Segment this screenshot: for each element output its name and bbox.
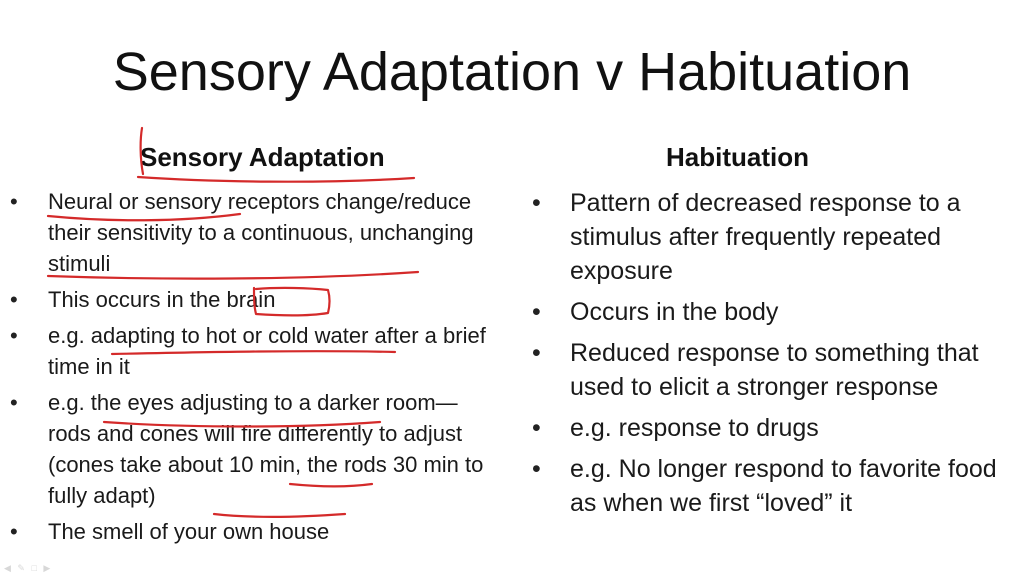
list-item: • This occurs in the brain: [10, 284, 500, 315]
list-item: • Pattern of decreased response to a stimulus after frequently repeated exposure: [532, 186, 1020, 288]
heading-underline-mark: [138, 177, 414, 182]
presenter-toolbar-icons: ◀ ✎ □ ▶: [4, 563, 53, 573]
slide-title: Sensory Adaptation v Habituation: [112, 42, 912, 102]
list-item: • Reduced response to something that used to elicit a stronger response: [532, 336, 1020, 404]
list-item: • e.g. adapting to hot or cold water after a brief time in it: [10, 320, 500, 382]
list-item: • e.g. response to drugs: [532, 411, 1020, 445]
list-item: • e.g. No longer respond to favorite food as when we first “loved” it: [532, 452, 1020, 520]
habituation-heading: Habituation: [666, 142, 809, 172]
list-item: • Occurs in the body: [532, 295, 1020, 329]
sensory-adaptation-list: [10, 186, 500, 552]
list-item: • The smell of your own house: [10, 516, 500, 547]
list-item: • Neural or sensory receptors change/reduce their sensitivity to a continuous, unchanging stimuli: [10, 186, 500, 279]
sensory-adaptation-heading: Sensory Adaptation: [140, 142, 385, 172]
habituation-list: [532, 186, 1020, 527]
list-item: • e.g. the eyes adjusting to a darker room—rods and cones will fire differently to adjust (cones take about 10 min, the rods 30 min to fully adapt): [10, 387, 500, 511]
